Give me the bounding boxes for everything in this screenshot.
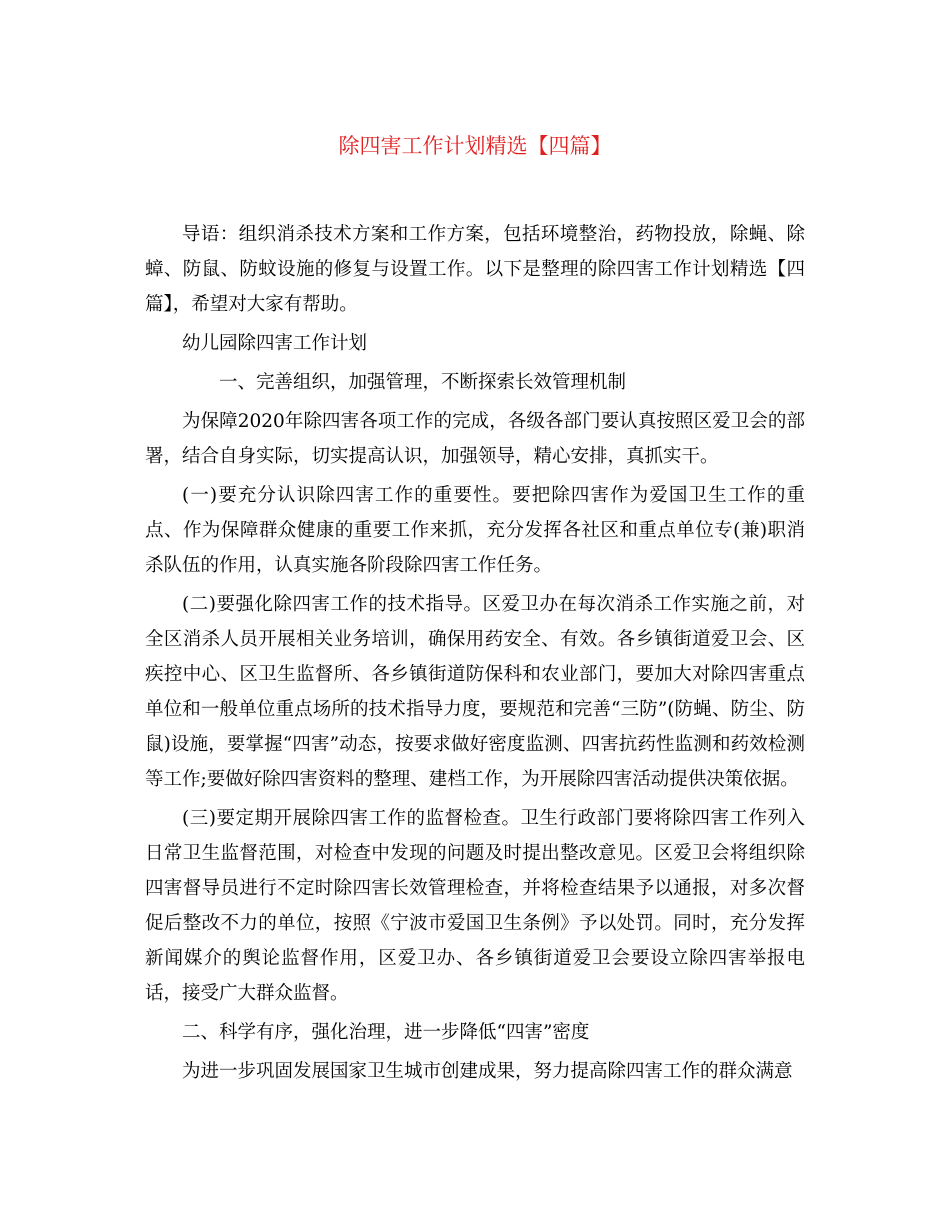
document-body — [145, 217, 805, 1089]
document-title: 除四害工作计划精选【四篇】 — [338, 134, 612, 158]
body-paragraph: (二)要强化除四害工作的技术指导。区爱卫办在每次消杀工作实施之前，对全区消杀人员开展相关业务培训，确保用药安全、有效。各乡镇街道爱卫会、区疾控中心、区卫生监督所、各乡镇街道防保科和农业部门，要加大对除四害重点单位和一般单位重点场所的技术指导力度，要规范和完善“三防”(防蝇、防尘、防鼠)设施，要掌握“四害”动态，按要求做好密度监测、四害抗药性监测和药效检测等工作;要做好除四害资料的整理、建档工作，为开展除四害活动提供决策依据。 — [145, 594, 805, 790]
section-heading-1: 一、完善组织，加强管理，不断探索长效管理机制 — [219, 372, 627, 393]
intro-paragraph: 导语：组织消杀技术方案和工作方案，包括环境整治，药物投放，除蝇、除蟑、防鼠、防蚊设施的修复与设置工作。以下是整理的除四害工作计划精选【四篇】，希望对大家有帮助。 — [145, 224, 805, 315]
section-heading-2: 二、科学有序，强化治理，进一步降低“四害”密度 — [182, 1022, 590, 1043]
section-title: 幼儿园除四害工作计划 — [182, 333, 368, 354]
body-paragraph: 为保障2020年除四害各项工作的完成，各级各部门要认真按照区爱卫会的部署，结合自身实际，切实提高认识，加强领导，精心安排，真抓实干。 — [145, 411, 805, 467]
body-paragraph: (三)要定期开展除四害工作的监督检查。卫生行政部门要将除四害工作列入日常卫生监督范围，对检查中发现的问题及时提出整改意见。区爱卫会将组织除四害督导员进行不定时除四害长效管理检查，并将检查结果予以通报，对多次督促后整改不力的单位，按照《宁波市爱国卫生条例》予以处罚。同时，充分发挥新闻媒介的舆论监督作用，区爱卫办、各乡镇街道爱卫会要设立除四害举报电话，接受广大群众监督。 — [145, 808, 805, 1004]
body-paragraph: 为进一步巩固发展国家卫生城市创建成果，努力提高除四害工作的群众满意 — [182, 1061, 793, 1082]
body-paragraph: (一)要充分认识除四害工作的重要性。要把除四害作为爱国卫生工作的重点、作为保障群众健康的重要工作来抓，充分发挥各社区和重点单位专(兼)职消杀队伍的作用，认真实施各阶段除四害工作任务。 — [145, 485, 805, 576]
